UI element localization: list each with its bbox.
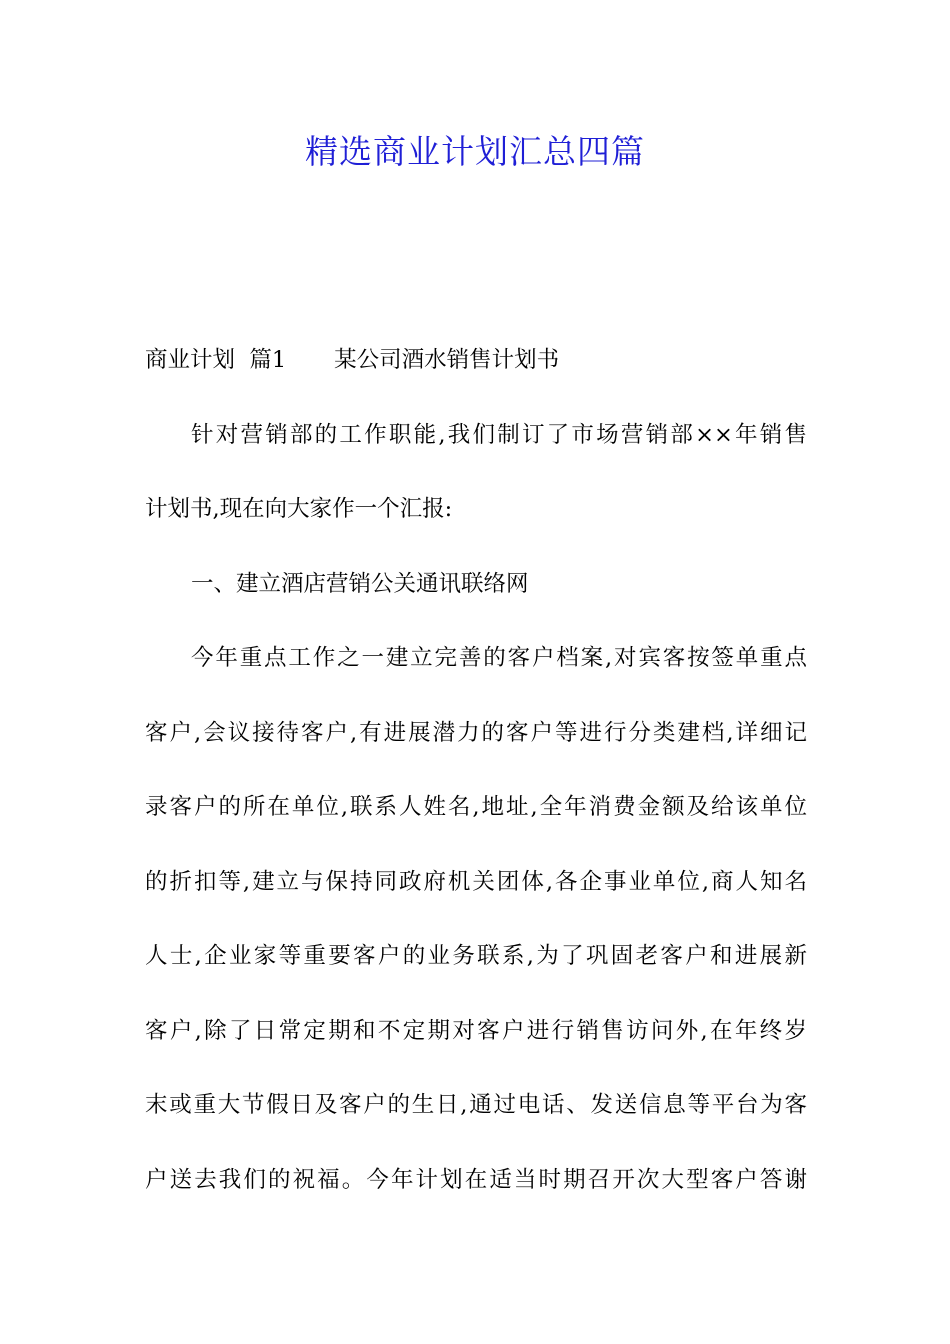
paragraph-line: 末或重大节假日及客户的生日,通过电话、发送信息等平台为客 bbox=[145, 1092, 807, 1118]
section-label: 商业计划 bbox=[145, 347, 236, 373]
paragraph-line: 的折扣等,建立与保持同政府机关团体,各企事业单位,商人知名 bbox=[145, 868, 807, 895]
section-number: 篇1 bbox=[249, 347, 287, 373]
paragraph-line: 针对营销部的工作职能,我们制订了市场营销部××年销售 bbox=[191, 421, 807, 448]
document-title: 精选商业计划汇总四篇 bbox=[305, 132, 645, 171]
paragraph-line: 客户,除了日常定期和不定期对客户进行销售访问外,在年终岁 bbox=[145, 1017, 807, 1044]
subheading-line: 一、建立酒店营销公关通讯联络网 bbox=[191, 570, 529, 597]
paragraph-line: 今年重点工作之一建立完善的客户档案,对宾客按签单重点 bbox=[191, 645, 807, 671]
paragraph-line: 户送去我们的祝福。今年计划在适当时期召开次大型客户答谢 bbox=[145, 1166, 807, 1193]
paragraph-line: 客户,会议接待客户,有进展潜力的客户等进行分类建档,详细记 bbox=[145, 719, 807, 746]
document-body bbox=[145, 335, 807, 1229]
paragraph-line: 录客户的所在单位,联系人姓名,地址,全年消费金额及给该单位 bbox=[145, 794, 807, 820]
paragraph-line: 人士,企业家等重要客户的业务联系,为了巩固老客户和进展新 bbox=[145, 943, 807, 969]
section-subtitle: 某公司酒水销售计划书 bbox=[334, 347, 560, 373]
section-heading bbox=[145, 335, 807, 410]
paragraph-line: 计划书,现在向大家作一个汇报: bbox=[145, 496, 453, 522]
